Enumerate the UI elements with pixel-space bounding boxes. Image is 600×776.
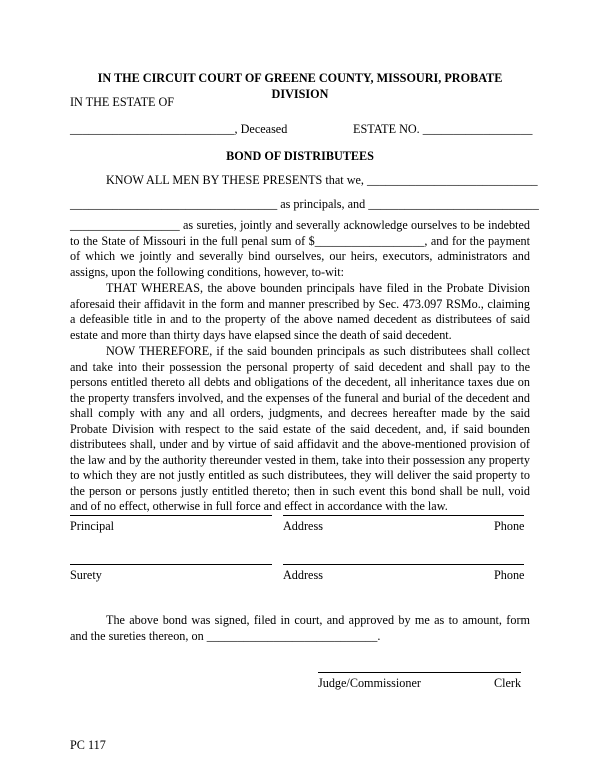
principal-phone-label: Phone	[494, 519, 525, 533]
intro-line-1: KNOW ALL MEN BY THESE PRESENTS that we, ____________________________	[106, 173, 538, 187]
judge-signature-line	[318, 672, 521, 673]
principal-label: Principal	[70, 519, 115, 533]
estate-of-label: IN THE ESTATE OF	[70, 95, 175, 109]
surety-label: Surety	[70, 568, 102, 582]
principal-address-label: Address	[283, 519, 323, 533]
form-number: PC 117	[70, 738, 106, 752]
approval-paragraph: The above bond was signed, filed in court, and approved by me as to amount, form and the sureties thereon, on ____________________________.	[70, 613, 530, 643]
clerk-label: Clerk	[494, 676, 522, 690]
deceased-line: ___________________________, Deceased	[70, 122, 288, 136]
court-title: IN THE CIRCUIT COURT OF GREENE COUNTY, MISSOURI, PROBATE DIVISION	[97, 71, 503, 101]
judge-commissioner-label: Judge/Commissioner	[318, 676, 421, 690]
therefore-paragraph: NOW THEREFORE, if the said bounden principals as such distributees shall collect and take into their possession the personal property of said decedent and shall pay to the persons entitled thereto all debts and obligations of the decedent, all inheritance taxes due on the property transfers involved, and the expenses of the funeral and burial of the decedent and shall comply with any and all orders, judgments, and decrees hereafter made by the said Probate Division with respect to the said estate of the said decedent, and, if said bounden distributees shall, under and by virtue of said affidavit and the above-mentioned provision of the law and by the authority thereunder vested in them, take into their possession any property to which they are not justly entitled as such distributees, they will deliver the said property to the person or persons justly entitled thereto; then in such event this bond shall be null, void and of no effect, otherwise in full force and effect in accordance with the law.	[70, 344, 530, 513]
bond-title: BOND OF DISTRIBUTEES	[226, 149, 374, 163]
sureties-paragraph: __________________ as sureties, jointly and severally acknowledge ourselves to be indebted to the State of Missouri in the full penal sum of $__________________, and for the payment of which we jointly and severally bind ourselves, our heirs, executors, administrators and assigns, upon the following conditions, however, to-wit:	[70, 218, 530, 279]
principal-signature-line	[70, 515, 272, 516]
surety-address-label: Address	[283, 568, 323, 582]
surety-address-line	[283, 564, 524, 565]
surety-phone-label: Phone	[494, 568, 525, 582]
estate-no-line: ESTATE NO. __________________	[353, 122, 533, 136]
principal-address-line	[283, 515, 524, 516]
whereas-paragraph: THAT WHEREAS, the above bounden principals have filed in the Probate Division aforesaid their affidavit in the form and manner prescribed by Sec. 473.097 RSMo., claiming a defeasible title in and to the property of the above named decedent as distributees of said estate and more than thirty days have elapsed since the death of said decedent.	[70, 281, 530, 342]
surety-signature-line	[70, 564, 272, 565]
intro-line-2: __________________________________ as principals, and ____________________________	[70, 197, 539, 211]
